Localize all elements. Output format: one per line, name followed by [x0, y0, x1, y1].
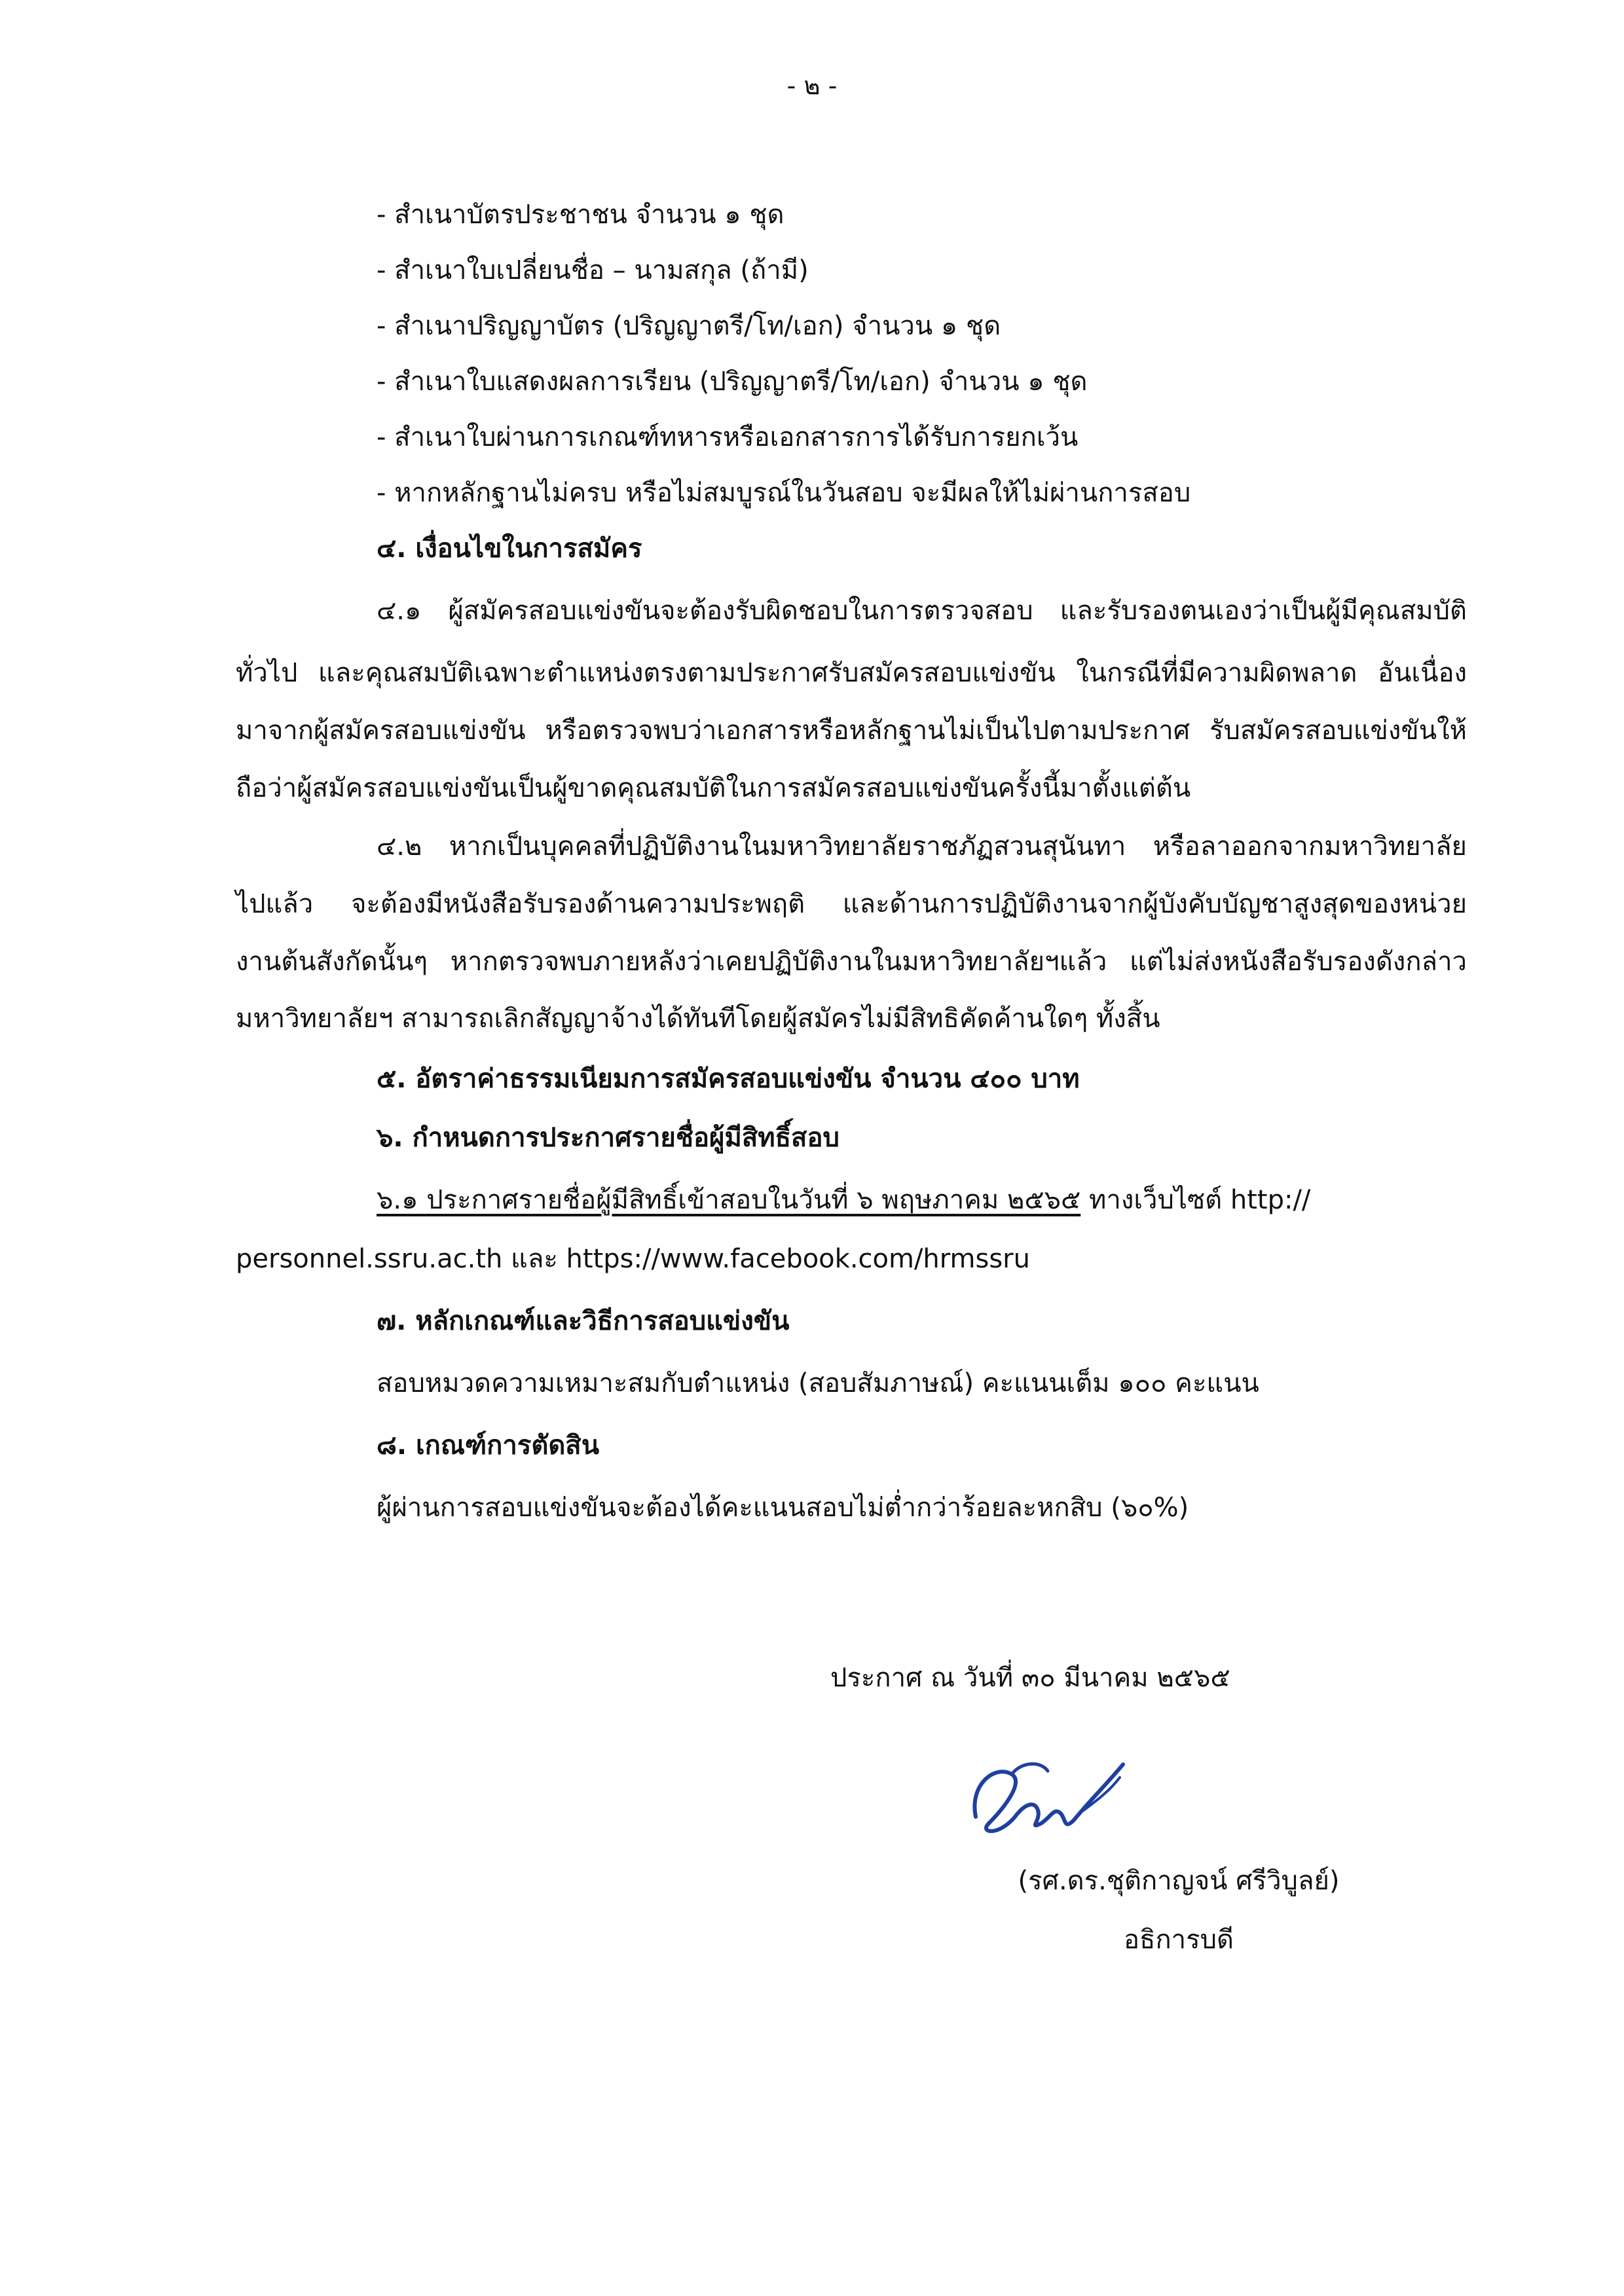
signature-icon [950, 1738, 1153, 1853]
section-5-heading: ๕. อัตราค่าธรรมเนียมการสมัครสอบแข่งขัน จำนวน ๔๐๐ บาท [377, 1064, 1080, 1094]
section-4-2-line: ไปแล้ว จะต้องมีหนังสือรับรองด้านความประพฤติ และด้านการปฏิบัติงานจากผู้บังคับบัญชาสูงสุดของหน่วย [236, 889, 1467, 919]
document-item: - สำเนาใบผ่านการเกณฑ์ทหารหรือเอกสารการได้รับการยกเว้น [377, 422, 1079, 452]
announcement-date-text: ๖.๑ ประกาศรายชื่อผู้มีสิทธิ์เข้าสอบในวันที่ ๖ พฤษภาคม ๒๕๖๕ [377, 1185, 1081, 1215]
signer-title: อธิการบดี [1124, 1925, 1234, 1955]
document-item: - สำเนาใบเปลี่ยนชื่อ – นามสกุล (ถ้ามี) [377, 255, 809, 285]
section-4-1-line: มาจากผู้สมัครสอบแข่งขัน หรือตรวจพบว่าเอกสารหรือหลักฐานไม่เป็นไปตามประกาศ รับสมัครสอบแข่งขันให้ [236, 716, 1467, 746]
section-4-1-line: ๔.๑ ผู้สมัครสอบแข่งขันจะต้องรับผิดชอบในการตรวจสอบ และรับรองตนเองว่าเป็นผู้มีคุณสมบัติ [377, 596, 1467, 626]
section-8-heading: ๘. เกณฑ์การตัดสิน [377, 1430, 600, 1461]
section-4-2-line: งานต้นสังกัดนั้นๆ หากตรวจพบภายหลังว่าเคยปฏิบัติงานในมหาวิทยาลัยฯแล้ว แต่ไม่ส่งหนังสือรับรองดังกล่าว [236, 947, 1467, 977]
document-item: - สำเนาบัตรประชาชน จำนวน ๑ ชุด [377, 200, 784, 230]
document-item: - สำเนาใบแสดงผลการเรียน (ปริญญาตรี/โท/เอก) จำนวน ๑ ชุด [377, 367, 1088, 397]
section-4-2-line: ๔.๒ หากเป็นบุคคลที่ปฏิบัติงานในมหาวิทยาลัยราชภัฏสวนสุนันทา หรือลาออกจากมหาวิทยาลัย [377, 831, 1467, 862]
website-label: ทางเว็บไซต์ http:// [1080, 1185, 1311, 1215]
section-4-2-line: มหาวิทยาลัยฯ สามารถเลิกสัญญาจ้างได้ทันทีโดยผู้สมัครไม่มีสิทธิคัดค้านใดๆ ทั้งสิ้น [236, 1004, 1160, 1034]
section-4-heading: ๔. เงื่อนไขในการสมัคร [377, 534, 642, 564]
website-links: personnel.ssru.ac.th และ https://www.facebook.com/hrmssru [236, 1244, 1030, 1274]
announcement-date: ประกาศ ณ วันที่ ๓๐ มีนาคม ๒๕๖๕ [830, 1663, 1230, 1693]
section-8-text: ผู้ผ่านการสอบแข่งขันจะต้องได้คะแนนสอบไม่ต่ำกว่าร้อยละหกสิบ (๖๐%) [377, 1493, 1189, 1523]
page-number: - ๒ - [786, 71, 838, 100]
section-7-text: สอบหมวดความเหมาะสมกับตำแหน่ง (สอบสัมภาษณ์) คะแนนเต็ม ๑๐๐ คะแนน [377, 1368, 1259, 1398]
section-4-1-line: ทั่วไป และคุณสมบัติเฉพาะตำแหน่งตรงตามประกาศรับสมัครสอบแข่งขัน ในกรณีที่มีความผิดพลาด อันเนื่อง [236, 658, 1467, 688]
section-6-1-line [377, 1182, 1310, 1218]
section-6-heading: ๖. กำหนดการประกาศรายชื่อผู้มีสิทธิ์สอบ [377, 1123, 840, 1153]
signer-name: (รศ.ดร.ชุติกาญจน์ ศรีวิบูลย์) [1018, 1866, 1340, 1896]
document-item: - หากหลักฐานไม่ครบ หรือไม่สมบูรณ์ในวันสอบ จะมีผลให้ไม่ผ่านการสอบ [377, 478, 1191, 508]
document-item: - สำเนาปริญญาบัตร (ปริญญาตรี/โท/เอก) จำนวน ๑ ชุด [377, 311, 1001, 341]
section-7-heading: ๗. หลักเกณฑ์และวิธีการสอบแข่งขัน [377, 1306, 790, 1336]
section-4-1-line: ถือว่าผู้สมัครสอบแข่งขันเป็นผู้ขาดคุณสมบัติในการสมัครสอบแข่งขันครั้งนี้มาตั้งแต่ต้น [236, 773, 1191, 803]
